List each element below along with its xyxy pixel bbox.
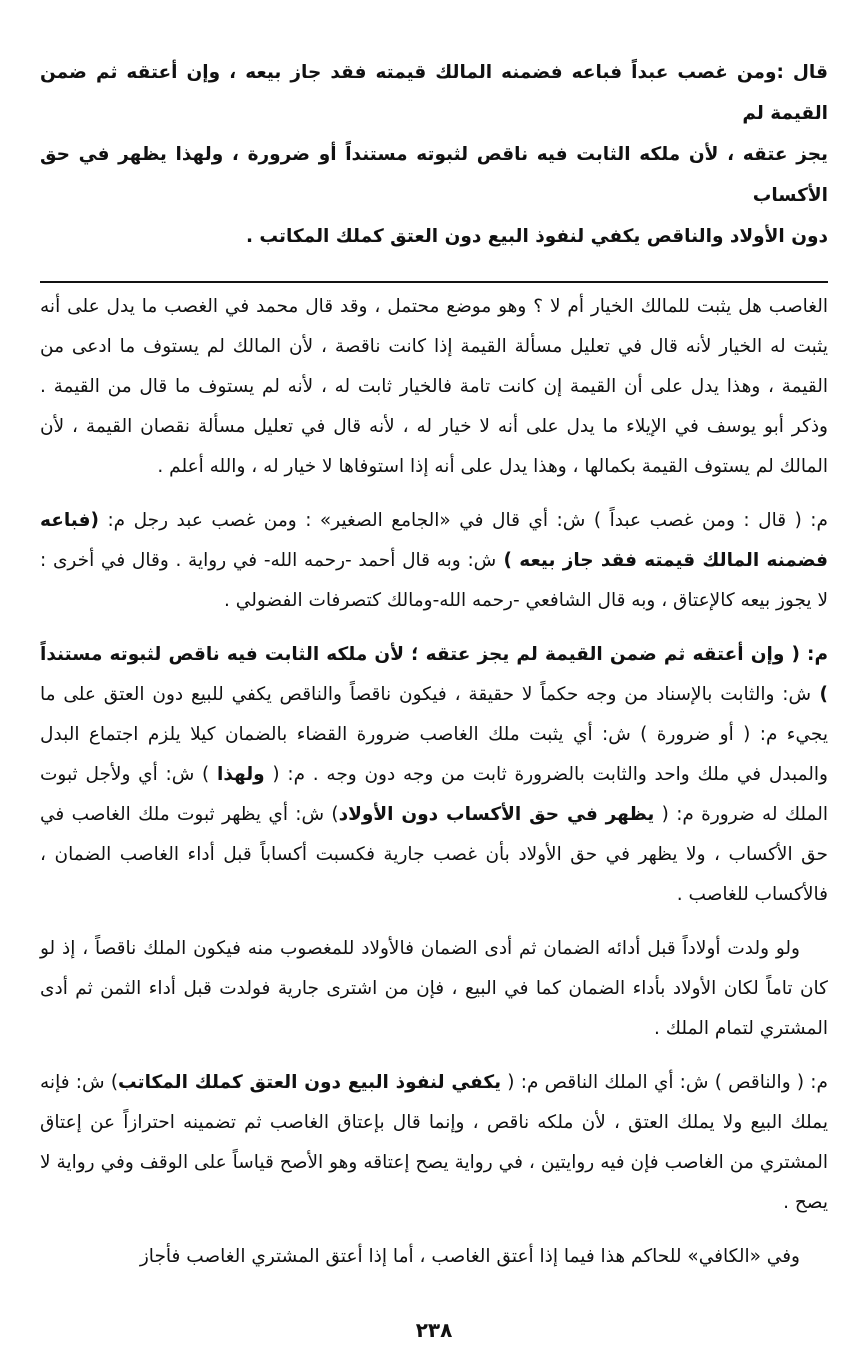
sharh-text: ش: وبه قال أحمد -رحمه الله- في رواية . وقال في أخرى : لا يجوز بيعه كالإعتاق ، وبه قال الشافعي -رحمه الله-ومالك كتصرفات الفضولي . bbox=[40, 550, 828, 611]
page-number: ٢٣٨ bbox=[415, 1318, 453, 1342]
matn-quote: م: ( قال : ومن غصب عبداً ) ش: bbox=[548, 510, 828, 531]
commentary-paragraph bbox=[40, 1063, 828, 1223]
matn-quote: يظهر في حق الأكساب دون الأولاد bbox=[338, 804, 655, 825]
matn-quote: (فباعه فضمنه المالك قيمته فقد جاز بيعه ) bbox=[40, 510, 828, 571]
sharh-text: أي قال في «الجامع الصغير» : ومن غصب عبد رجل م: bbox=[98, 510, 549, 531]
page-content bbox=[40, 52, 828, 1277]
commentary bbox=[40, 287, 828, 1277]
matn-quote: يكفي لنفوذ البيع دون العتق كملك المكاتب bbox=[118, 1072, 502, 1093]
sharh-text: ) ش: أي ولأجل ثبوت الملك له ضرورة م: ( bbox=[40, 764, 829, 825]
main-text-line: يجز عتقه ، لأن ملكه الثابت فيه ناقص لثبوته مستنداً أو ضرورة ، ولهذا يظهر في حق الأكساب bbox=[40, 144, 828, 206]
sharh-text: ) ش: أي يظهر ثبوت ملك الغاصب في حق الأكساب ، ولا يظهر في حق الأولاد بأن غصب جارية فكسبت أكساباً قبل أداء الغاصب الضمان ، فالأكساب للغاصب . bbox=[40, 804, 828, 905]
main-text-line: دون الأولاد والناقص يكفي لنفوذ البيع دون العتق كملك المكاتب . bbox=[245, 226, 828, 247]
commentary-paragraph: الغاصب هل يثبت للمالك الخيار أم لا ؟ وهو موضع محتمل ، وقد قال محمد في الغصب ما يدل على أنه يثبت له الخيار لأنه قال في تعليل مسألة القيمة إذا كانت ناقصة ، لأن المالك لم يستوف ما ادعى من القيمة ، وهذا يدل على أن القيمة إن كانت تامة فالخيار ثابت له ، لأنه لم يستوف ما قال من القيمة . وذكر أبو يوسف في الإيلاء ما يدل على أنه لا خيار له ، لأنه قال في تعليل مسألة نقصان القيمة ، لأن المالك لم يستوف القيمة بكمالها ، وهذا يدل على أنه إذا استوفاها لا خيار له ، والله أعلم . bbox=[40, 296, 828, 477]
main-text-line: قال :ومن غصب عبداً فباعه فضمنه المالك قيمته فقد جاز بيعه ، وإن أعتقه ثم ضمن القيمة لم bbox=[40, 62, 828, 124]
matn-quote: ولهذا bbox=[217, 764, 265, 785]
sharh-text: ش: والثابت بالإسناد من وجه حكماً لا حقيقة ، فيكون ناقصاً والناقص يكفي للبيع دون العتق على ما يجيء م: ( أو ضرورة ) ش: أي يثبت ملك الغاصب ضرورة القضاء بالضمان كيلا يلزم اجتماع البدل والمبدل في ملك واحد والثابت بالضرورة ثابت من وجه دون وجه . م: ( bbox=[40, 684, 828, 785]
main-text bbox=[40, 52, 828, 257]
sharh-text: ) ش: فإنه يملك البيع ولا يملك العتق ، لأن ملكه ناقص ، وإنما قال بإعتاق الغاصب ثم تضمينه احترازاً عن إعتاق المشتري من الغاصب فإن فيه روايتين ، في رواية يصح إعتاقه وهو الأصح قياساً على الوقف وفي رواية لا يصح . bbox=[40, 1072, 828, 1213]
separator-rule bbox=[40, 281, 828, 283]
matn-quote: م: ( وإن أعتقه ثم ضمن القيمة لم يجز عتقه ؛ لأن ملكه الثابت فيه ناقص لثبوته مستنداً ) bbox=[40, 644, 828, 705]
commentary-paragraph bbox=[40, 635, 828, 915]
commentary-paragraph: وفي «الكافي» للحاكم هذا فيما إذا أعتق الغاصب ، أما إذا أعتق المشتري الغاصب فأجاز bbox=[139, 1246, 800, 1267]
commentary-paragraph: ولو ولدت أولاداً قبل أدائه الضمان ثم أدى الضمان فالأولاد للمغصوب منه فيكون الملك ناقصاً ، إذ لو كان تاماً لكان الأولاد بأداء الضمان كما في البيع ، فإن من اشترى جارية فولدت قبل أداء الثمن ثم أدى المشتري لتمام الملك . bbox=[40, 938, 828, 1039]
sharh-text: م: ( والناقص ) ش: أي الملك الناقص م: ( bbox=[501, 1072, 828, 1093]
commentary-paragraph bbox=[40, 501, 828, 621]
